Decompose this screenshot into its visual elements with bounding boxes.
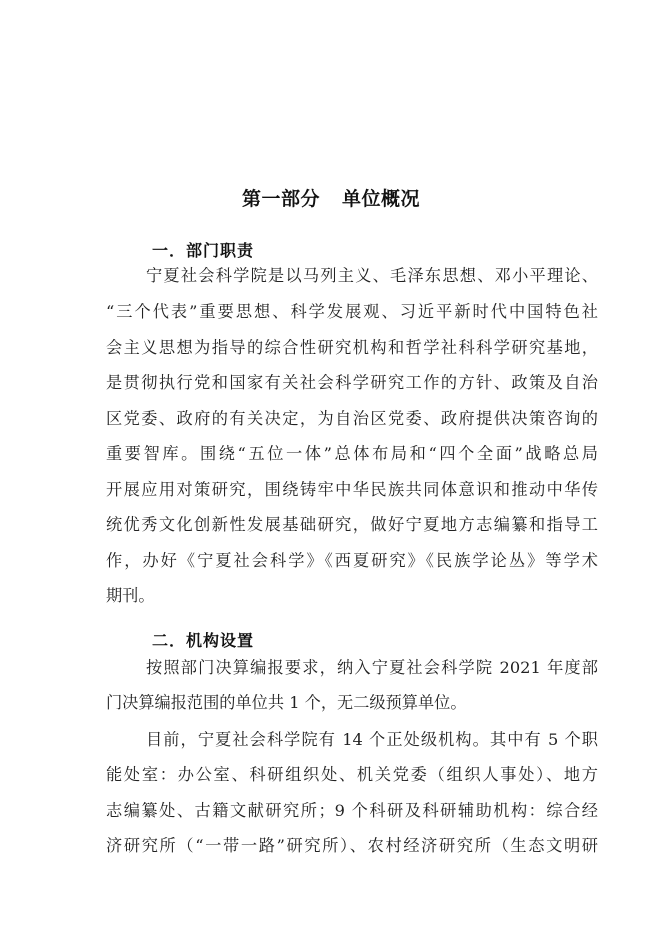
paragraph-line: 志编纂处、古籍文献研究所；9 个科研及科研辅助机构：综合经 <box>106 801 598 820</box>
paragraph-line: 目前，宁夏社会科学院有 14 个正处级机构。其中有 5 个职 <box>146 730 598 749</box>
paragraph-line: 按照部门决算编报要求，纳入宁夏社会科学院 2021 年度部 <box>146 658 598 677</box>
paragraph-line: 宁夏社会科学院是以马列主义、毛泽东思想、邓小平理论、 <box>146 266 598 285</box>
paragraph-line: 会主义思想为指导的综合性研究机构和哲学社科科学研究基地， <box>106 338 598 357</box>
section-heading-duties: 一．部门职责 <box>152 241 255 260</box>
title-name: 单位概况 <box>342 188 421 210</box>
paragraph-line: 门决算编报范围的单位共 1 个，无二级预算单位。 <box>106 693 467 712</box>
paragraph-line: 统优秀文化创新性发展基础研究，做好宁夏地方志编纂和指导工 <box>106 515 598 534</box>
paragraph-line: 作，办好《宁夏社会科学》《西夏研究》《民族学论丛》等学术 <box>106 551 598 570</box>
paragraph-line: 济研究所（“一带一路”研究所）、农村经济研究所（生态文明研 <box>106 836 598 855</box>
paragraph-line: 开展应用对策研究，围绕铸牢中华民族共同体意识和推动中华传 <box>106 480 598 499</box>
paragraph-line: 重要智库。围绕“五位一体”总体布局和“四个全面”战略总局 <box>106 444 598 463</box>
paragraph-line: 期刊。 <box>106 586 155 605</box>
paragraph-line: “三个代表”重要思想、科学发展观、习近平新时代中国特色社 <box>106 302 598 321</box>
paragraph-line: 能处室：办公室、科研组织处、机关党委（组织人事处）、地方 <box>106 765 598 784</box>
paragraph-line: 是贯彻执行党和国家有关社会科学研究工作的方针、政策及自治 <box>106 373 598 392</box>
title-part: 第一部分 <box>241 188 320 210</box>
page-title <box>0 184 662 211</box>
section-heading-structure: 二．机构设置 <box>152 631 255 650</box>
paragraph-line: 区党委、政府的有关决定，为自治区党委、政府提供决策咨询的 <box>106 409 598 428</box>
